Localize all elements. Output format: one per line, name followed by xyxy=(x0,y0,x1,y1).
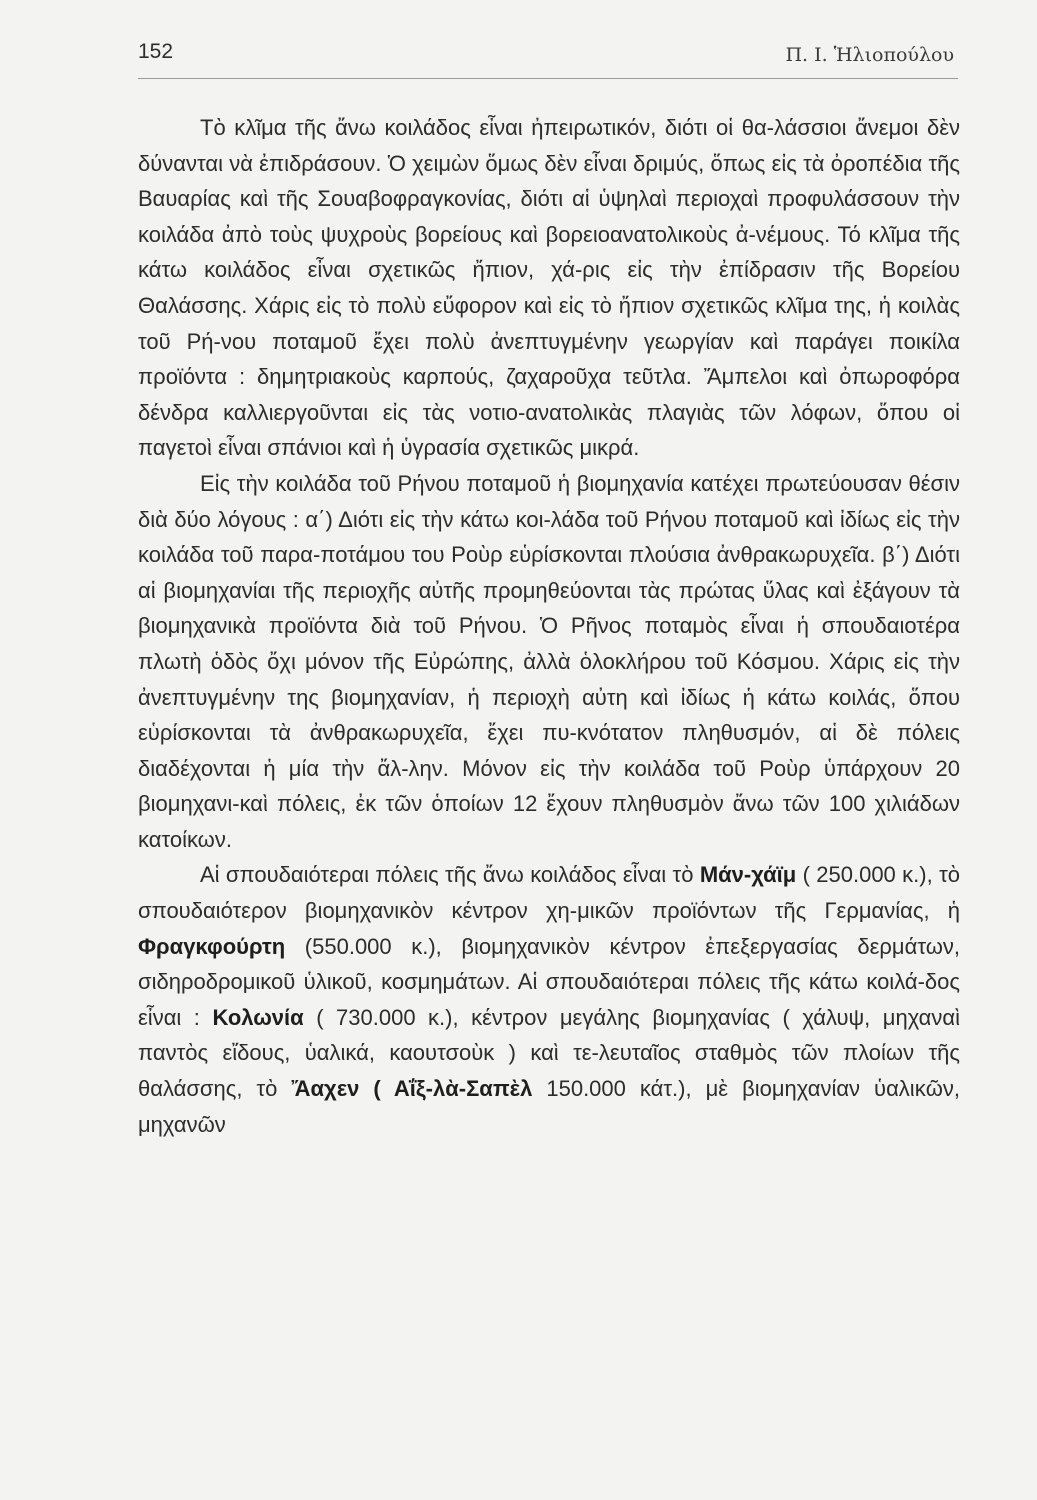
header-rule xyxy=(138,78,958,79)
paragraph-climate: Τὸ κλῖμα τῆς ἄνω κοιλάδος εἶναι ἠπειρωτικόν, διότι οἱ θα-λάσσιοι ἄνεμοι δὲν δύνανται νὰ ἐπιδράσουν. Ὁ χειμὼν ὅμως δὲν εἶναι δριμύς, ὅπως εἰς τὰ ὀροπέδια τῆς Βαυαρίας καὶ τῆς Σουαβοφραγκονίας, διότι αἱ ὑψηλαὶ περιοχαὶ προφυλάσσουν τὴν κοιλάδα ἀπὸ τοὺς ψυχροὺς βορείους καὶ βορειοανατολικοὺς ἀ-νέμους. Τό κλῖμα τῆς κάτω κοιλάδος εἶναι σχετικῶς ἤπιον, χά-ρις εἰς τὴν ἐπίδρασιν τῆς Βορείου Θαλάσσης. Χάρις εἰς τὸ πολὺ εὔφορον καὶ εἰς τὸ ἤπιον σχετικῶς κλῖμα της, ἡ κοιλὰς τοῦ Ρή-νου ποταμοῦ ἔχει πολὺ ἀνεπτυγμένην γεωργίαν καὶ παράγει ποικίλα προϊόντα : δημητριακοὺς καρπούς, ζαχαροῦχα τεῦτλα. Ἄμπελοι καὶ ὀπωροφόρα δένδρα καλλιεργοῦνται εἰς τὰς νοτιο-ανατολικὰς πλαγιὰς τῶν λόφων, ὅπου οἱ παγετοὶ εἶναι σπάνιοι καὶ ἡ ὑγρασία σχετικῶς μικρά. xyxy=(138,115,960,461)
paragraph-cities xyxy=(138,857,960,1142)
body-text xyxy=(138,110,960,1142)
text-run: (550.000 κ.), βιομηχανικὸν κέντρον ἐπεξεργασίας δερμάτων, σιδηροδρομικοῦ ὑλικοῦ, κοσμημάτων. Αἱ σπουδαιότεραι πόλεις τῆς κάτω κοιλά-δος εἶναι : xyxy=(138,933,960,1030)
city-cologne: Κολωνία xyxy=(212,1004,304,1030)
city-mannheim: Μάν-χάϊμ xyxy=(699,862,797,888)
city-aachen: Ἄαχεν ( Αΐξ-λὰ-Σαπὲλ xyxy=(291,1076,533,1102)
city-frankfurt: Φραγκφούρτη xyxy=(138,933,286,959)
paragraph-industry: Εἰς τὴν κοιλάδα τοῦ Ρήνου ποταμοῦ ἡ βιομηχανία κατέχει πρωτεύουσαν θέσιν διὰ δύο λόγους : α΄) Διότι εἰς τὴν κάτω κοι-λάδα τοῦ Ρήνου ποταμοῦ καὶ ἰδίως εἰς τὴν κοιλάδα τοῦ παρα-ποτάμου του Ροὺρ εὑρίσκονται πλούσια ἀνθρακωρυχεῖα. β΄) Διότι αἱ βιομηχανίαι τῆς περιοχῆς αὐτῆς προμηθεύονται τὰς πρώτας ὕλας καὶ ἐξάγουν τὰ βιομηχανικὰ προϊόντα διὰ τοῦ Ρήνου. Ὁ Ρῆνος ποταμὸς εἶναι ἡ σπουδαιοτέρα πλωτὴ ὁδὸς ὄχι μόνον τῆς Εὐρώπης, ἀλλὰ ὁλοκλήρου τοῦ Κόσμου. Χάρις εἰς τὴν ἀνεπτυγμένην της βιομηχανίαν, ἡ περιοχὴ αὐτη καὶ ἰδίως ἡ κάτω κοιλάς, ὅπου εὑρίσκονται τὰ ἀνθρακωρυχεῖα, ἔχει πυ-κνότατον πληθυσμόν, αἱ δὲ πόλεις διαδέχονται ἡ μία τὴν ἄλ-λην. Μόνον εἰς τὴν κοιλάδα τοῦ Ροὺρ ὑπάρχουν 20 βιομηχανι-καὶ πόλεις, ἐκ τῶν ὁποίων 12 ἔχουν πληθυσμὸν ἄνω τῶν 100 χιλιάδων κατοίκων. xyxy=(138,470,960,852)
page-number: 152 xyxy=(138,40,174,63)
text-run: ( 250.000 κ.), τὸ σπουδαιότερον βιομηχανικὸν κέντρον χη-μικῶν προϊόντων τῆς Γερμανίας, ἡ xyxy=(138,862,960,924)
running-head: Π. Ι. Ἡλιοπούλου xyxy=(785,44,954,66)
text-run: 150.000 κάτ.), μὲ βιομηχανίαν ὑαλικῶν, μηχανῶν xyxy=(138,1076,960,1137)
text-run: Αἱ σπουδαιότεραι πόλεις τῆς ἄνω κοιλάδος εἶναι τὸ xyxy=(200,862,700,888)
text-run: ( 730.000 κ.), κέντρον μεγάλης βιομηχανίας ( χάλυψ, μηχαναὶ παντὸς εἴδους, ὑαλικά, καουτσοὺκ ) καὶ τε-λευταῖος σταθμὸς τῶν πλοίων τῆς θαλάσσης, τὸ xyxy=(138,1004,960,1102)
page-header xyxy=(138,40,958,80)
